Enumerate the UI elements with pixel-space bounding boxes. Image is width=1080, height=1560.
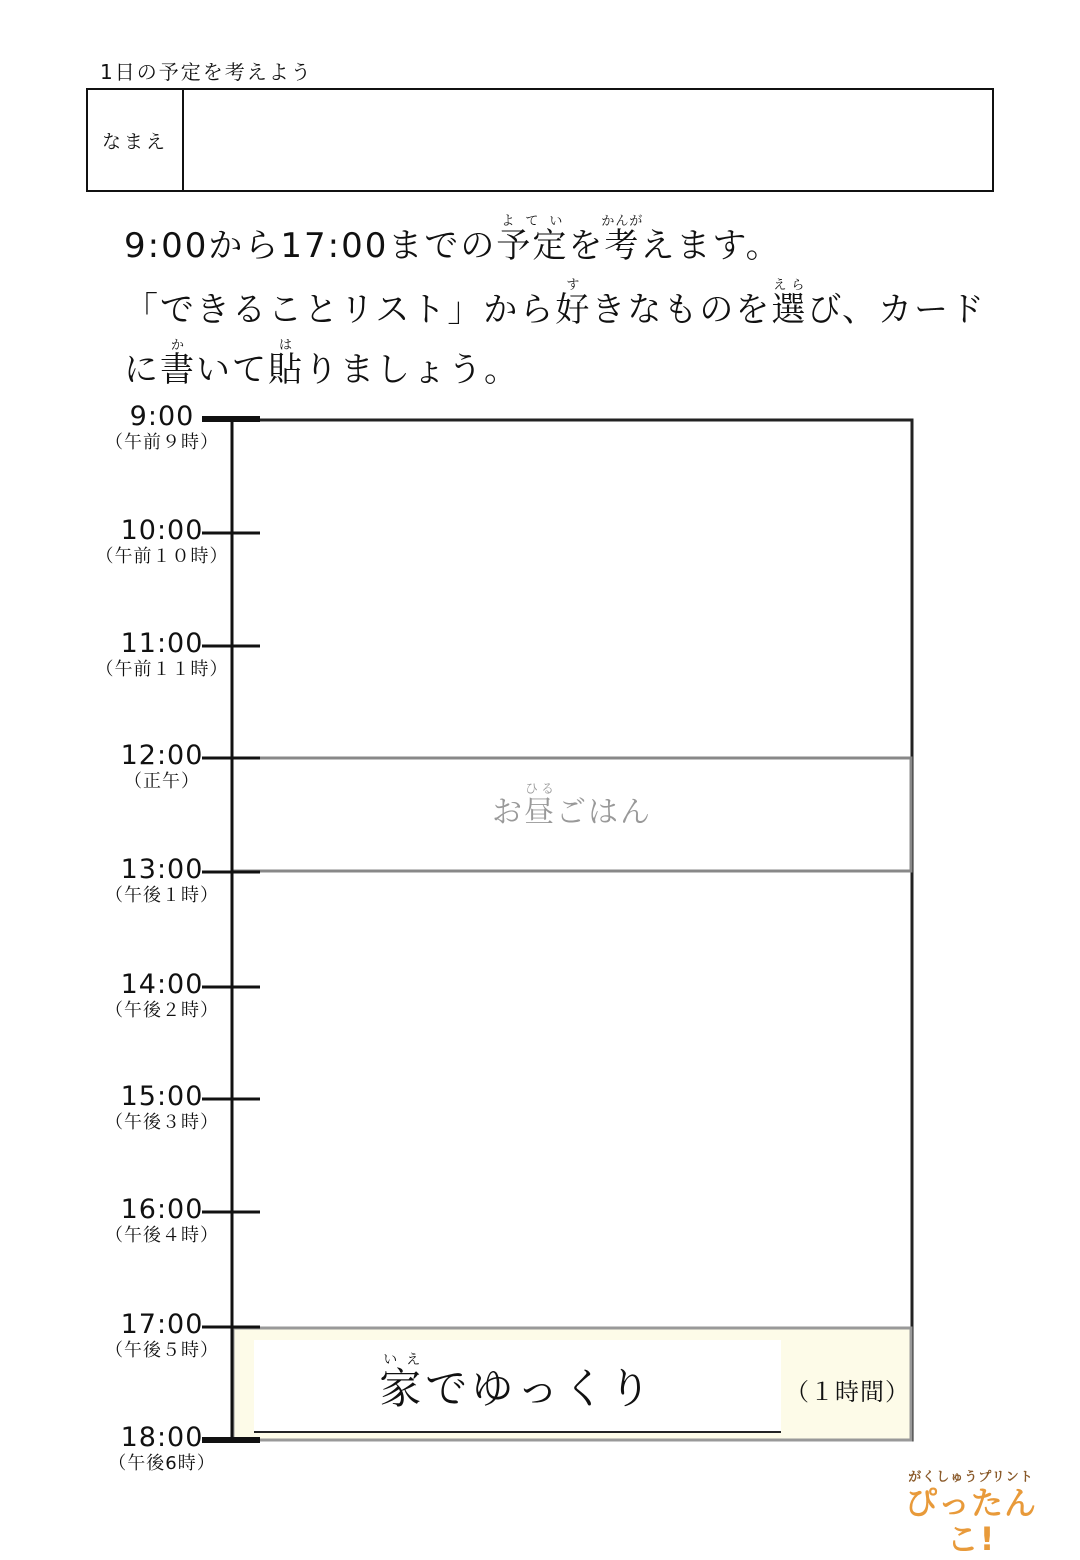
hour-subtitle: （午前１０時） (95, 546, 229, 567)
duration-label: （１時間） (785, 1378, 910, 1406)
hour-subtitle: （午後４時） (105, 1225, 219, 1246)
hour-subtitle: （午後２時） (105, 1000, 219, 1021)
hour-time: 15:00 (120, 1081, 204, 1112)
instruction-line-3: に書かいて貼はりましょう。 (124, 338, 520, 390)
page-title: 1日の予定を考えよう (100, 60, 313, 84)
instruction-line-2: 「できることリスト」から好すきなものを選えらび、カード (124, 278, 986, 330)
hour-label (92, 1424, 232, 1474)
logo-subtitle: がくしゅうプリント (908, 1470, 1034, 1485)
hour-label (92, 1196, 232, 1246)
hour-subtitle: （午後５時） (105, 1340, 219, 1361)
brand-logo (896, 1466, 1046, 1557)
hour-label (92, 517, 232, 567)
hour-time: 10:00 (120, 515, 204, 546)
hour-label (92, 1083, 232, 1133)
hour-subtitle: （午後３時） (105, 1112, 219, 1133)
instruction-line-1: 9:00から17:00までの予定よていを考かんがえます。 (124, 214, 782, 266)
hour-time: 16:00 (120, 1194, 204, 1225)
hour-subtitle: （午前１１時） (95, 659, 229, 680)
hour-subtitle: （午後6時） (108, 1453, 216, 1474)
logo-title: ぴったんこ! (904, 1484, 1037, 1558)
hour-label (92, 1311, 232, 1361)
card-label: 家いえでゆっくり (379, 1352, 655, 1413)
schedule-area[interactable] (232, 420, 912, 1440)
lunch-label: お昼ひるごはん (492, 782, 652, 830)
hour-label (92, 403, 232, 453)
hour-time: 18:00 (120, 1422, 204, 1453)
hour-label (92, 742, 232, 792)
hour-time: 12:00 (120, 740, 204, 771)
hour-subtitle: （正午） (124, 771, 200, 792)
hour-time: 9:00 (129, 401, 195, 432)
hour-time: 11:00 (120, 628, 204, 659)
hour-time: 14:00 (120, 969, 204, 1000)
hour-subtitle: （午後１時） (105, 885, 219, 906)
hour-time: 17:00 (120, 1309, 204, 1340)
hour-subtitle: （午前９時） (105, 432, 219, 453)
name-label: なまえ (88, 90, 184, 190)
hour-label (92, 856, 232, 906)
hour-label (92, 630, 232, 680)
hour-label (92, 971, 232, 1021)
hour-time: 13:00 (120, 854, 204, 885)
